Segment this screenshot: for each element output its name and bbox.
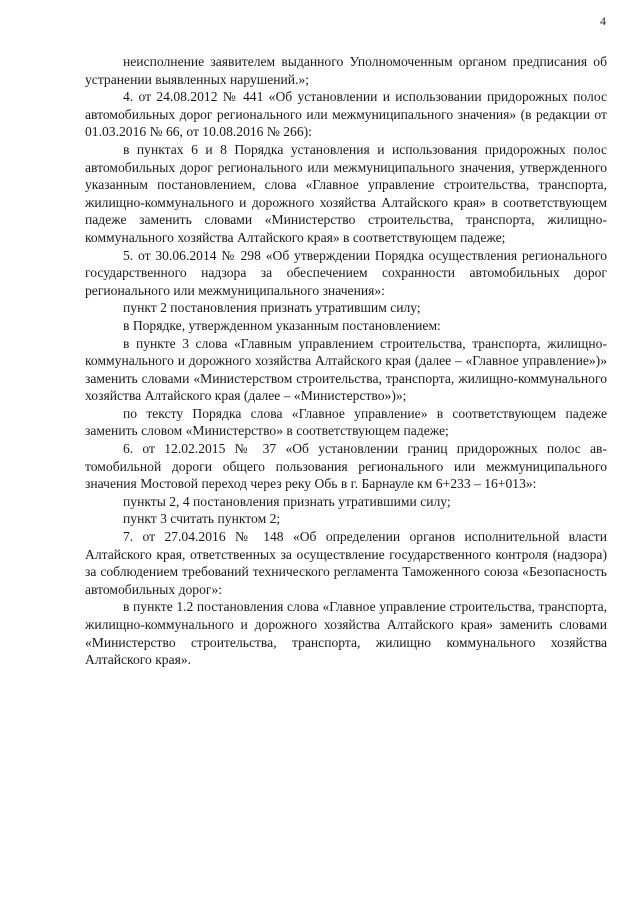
paragraph-item-4: 4. от 24.08.2012 № 441 «Об установлении и использовании придорожных полос автомобильных дорог регионального или межмуниципального значения» (в редакции от 01.03.2016 № 66, от 10.08.2016 № 266): bbox=[85, 89, 607, 140]
paragraph-item-5: 5. от 30.06.2014 № 298 «Об утверждении Порядка осуществления регионального государственного надзора за обеспечением сохранности автомобильных дорог регионального или межмуниципального значения»: bbox=[85, 247, 607, 298]
document-body bbox=[85, 53, 607, 669]
paragraph-item-5-point-2: пункт 2 постановления признать утратившим силу; bbox=[123, 300, 421, 316]
paragraph-item-6-renumber: пункт 3 считать пунктом 2; bbox=[123, 511, 281, 527]
paragraph-continuation: неисполнение заявителем выданного Уполномоченным органом предписания об устранении выявленных нарушений.»; bbox=[85, 54, 607, 87]
paragraph-item-7-amendment: в пункте 1.2 постановления слова «Главное управление строительства, транспорта, жилищно-коммунального и дорожного хозяйства Алтайского края» заменить словами «Министерство строительства, транспорта, жилищно коммунального хозяйства Алтайского края». bbox=[85, 599, 607, 668]
paragraph-item-6: 6. от 12.02.2015 № 37 «Об установлении границ придорожных полос автомобильной дороги общего пользования регионального или межмуниципального значения Мостовой переход через реку Обь в г. Барнауле км 6+233 – 16+013»: bbox=[85, 441, 607, 492]
paragraph-item-5-text-replace: по тексту Порядка слова «Главное управление» в соответствующем падеже заменить словом «Министерство» в соответствующем падеже; bbox=[85, 405, 607, 439]
paragraph-item-5-point-3: в пункте 3 слова «Главным управлением строительства, транспорта, жилищно-коммунального и дорожного хозяйства Алтайского края (далее – «Главное управление»)» заменить словами «Министерством строительства, транспорта, жилищно-коммунального хозяйства Алтайского края (далее – «Министерство»)»; bbox=[85, 335, 607, 404]
paragraph-item-7: 7. от 27.04.2016 № 148 «Об определении органов исполнительной власти Алтайского края, ответственных за осуществление государственного контроля (надзора) за соблюдением требований технического регламента Таможенного союза «Безопасность автомобильных дорог»: bbox=[85, 529, 607, 597]
page-number: 4 bbox=[600, 14, 606, 28]
paragraph-item-6-points: пункты 2, 4 постановления признать утратившими силу; bbox=[123, 493, 451, 509]
paragraph-item-4-amendment: в пунктах 6 и 8 Порядка установления и использования придорожных полос автомобильных дорог регионального или межмуниципального значения, утвержденного указанным постановлением, слова «Главное управление строительства, транспорта, жилищно-коммунального и дорожного хозяйства Алтайского края» в соответствующем падеже заменить словами «Министерство строительства, транспорта, жилищно-коммунального хозяйства Алтайского края» в соответствующем падеже; bbox=[85, 141, 607, 245]
paragraph-item-5-procedure: в Порядке, утвержденном указанным постановлением: bbox=[123, 317, 441, 333]
